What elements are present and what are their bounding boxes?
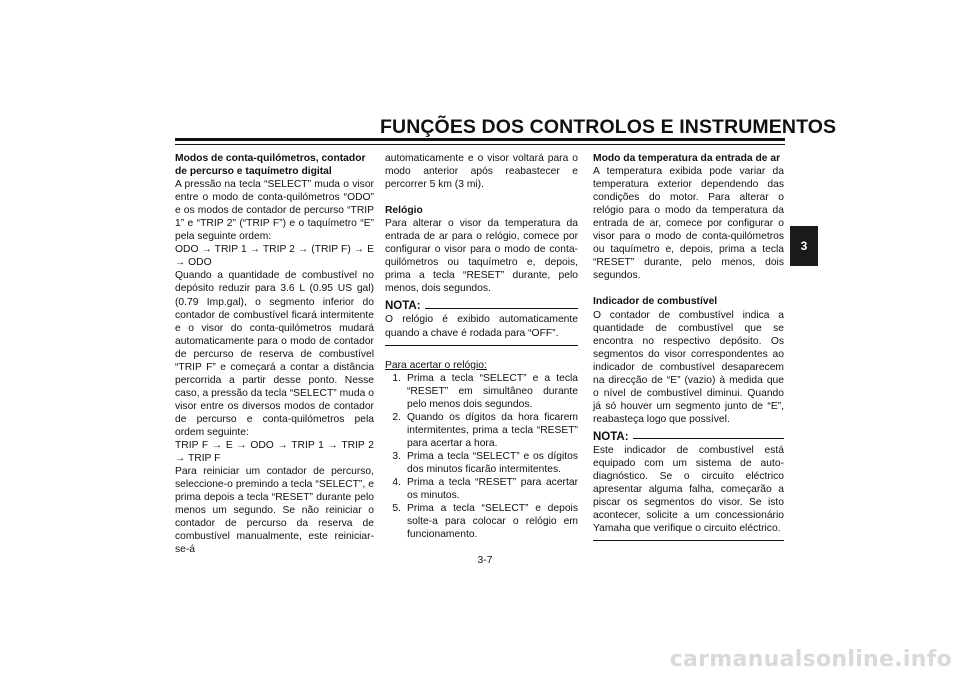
paragraph: Quando a quantidade de combustível no depósito reduzir para 3.6 L (0.95 US gal) (0.79 Imp.gal), o segmento inferior do contador de combustível ficará intermitente e o visor do conta-quilómetros mudará automaticamente para o modo de contador de percurso de reserva de combustível “TRIP F” e começará a contar a distância percorrida a partir desse ponto. Nesse caso, a pressão da tecla “SELECT” muda o visor entre os diversos modos de contador de percurso e conta-quilómetros pela ordem seguinte:: [175, 270, 374, 438]
column-1: [175, 152, 374, 556]
section-heading-clock: Relógio: [385, 205, 423, 217]
note-text: O relógio é exibido automaticamente quando a chave é rodada para “OFF”.: [385, 314, 578, 339]
paragraph: Para reiniciar um contador de percurso, seleccione-o premindo a tecla “SELECT”, e prima depois a tecla “RESET” durante pelo menos um segundo. Se não reiniciar o contador de percurso da reserva de combustível manualmente, este reiniciar-se-á: [175, 466, 374, 556]
mode-sequence: TRIP F → E → ODO → TRIP 1 → TRIP 2 → TRIP F: [175, 440, 374, 465]
list-item: 3. Prima a tecla “SELECT” e os dígitos dos minutos ficarão intermitentes.: [392, 450, 578, 475]
steps-list: [385, 372, 578, 542]
column-2: [385, 152, 578, 541]
subheading-set-clock: Para acertar o relógio:: [385, 359, 487, 371]
column-3: [593, 152, 784, 541]
paragraph: Para alterar o visor da temperatura da entrada de ar para o relógio, comece por configurar o visor para o modo de conta-quilómetros ou taquímetro e, depois, prima a tecla “RESET” durante, pelo menos, dois segundos.: [385, 218, 578, 295]
page-title: FUNÇÕES DOS CONTROLOS E INSTRUMENTOS: [380, 116, 837, 138]
note-box: [593, 430, 784, 541]
list-item: 1. Prima a tecla “SELECT” e a tecla “RESET” em simultâneo durante pelo menos dois segundos.: [392, 372, 578, 410]
note-label: NOTA:: [593, 430, 629, 443]
paragraph: A temperatura exibida pode variar da temperatura exterior dependendo das condições do motor. Para alterar o relógio para o modo da temperatura da entrada de ar, comece por configurar o visor para o modo de conta-quilómetros ou taquímetro e, depois, prima a tecla “RESET” durante, pelo menos, dois segundos.: [593, 166, 784, 282]
paragraph: automaticamente e o visor voltará para o modo anterior após reabastecer e percorrer 5 km (3 mi).: [385, 153, 578, 191]
chapter-tab: 3: [790, 226, 818, 266]
note-text: Este indicador de combustível está equipado com um sistema de auto-diagnóstico. Se o circuito eléctrico apresentar alguma falha, começarão a piscar os segmentos do visor. Se isto acontecer, solicite a um concessionário Yamaha que verifique o circuito eléctrico.: [593, 444, 784, 535]
header-rule: [175, 138, 785, 141]
list-item: 5. Prima a tecla “SELECT” e depois solte-a para colocar o relógio em funcionamento.: [392, 503, 578, 541]
section-heading-air-temp: Modo da temperatura da entrada de ar: [593, 153, 781, 164]
page-number: 3-7: [477, 555, 493, 566]
list-item: 4. Prima a tecla “RESET” para acertar os minutos.: [392, 476, 578, 502]
watermark: carmanualsonline.info: [669, 647, 952, 672]
header-rule-thin: [175, 144, 785, 145]
paragraph: O contador de combustível indica a quantidade de combustível que se encontra no respectivo depósito. Os segmentos do visor correspondentes ao indicador de combustível desaparecem na direcção de “E” (vazio) à medida que o nível de combustível diminui. Quando já só houver um segmento junto de “E”, reabasteça logo que possível.: [593, 309, 784, 425]
paragraph: A pressão na tecla “SELECT” muda o visor entre o modo de conta-quilómetros “ODO” e os modos de contador de percurso “TRIP 1” e “TRIP 2” (“TRIP F”) e o taquímetro “E” pela seguinte ordem:: [175, 179, 374, 243]
section-heading-fuel-gauge: Indicador de combustível: [593, 296, 718, 308]
list-item: 2. Quando os dígitos da hora ficarem intermitentes, prima a tecla “RESET” para acertar a hora.: [392, 411, 578, 449]
note-box: [385, 299, 578, 345]
mode-sequence: ODO → TRIP 1 → TRIP 2 → (TRIP F) → E → ODO: [175, 244, 374, 269]
note-label: NOTA:: [385, 300, 421, 313]
section-heading-odometer: Modos de conta-quilómetros, contador de percurso e taquímetro digital: [175, 153, 366, 178]
